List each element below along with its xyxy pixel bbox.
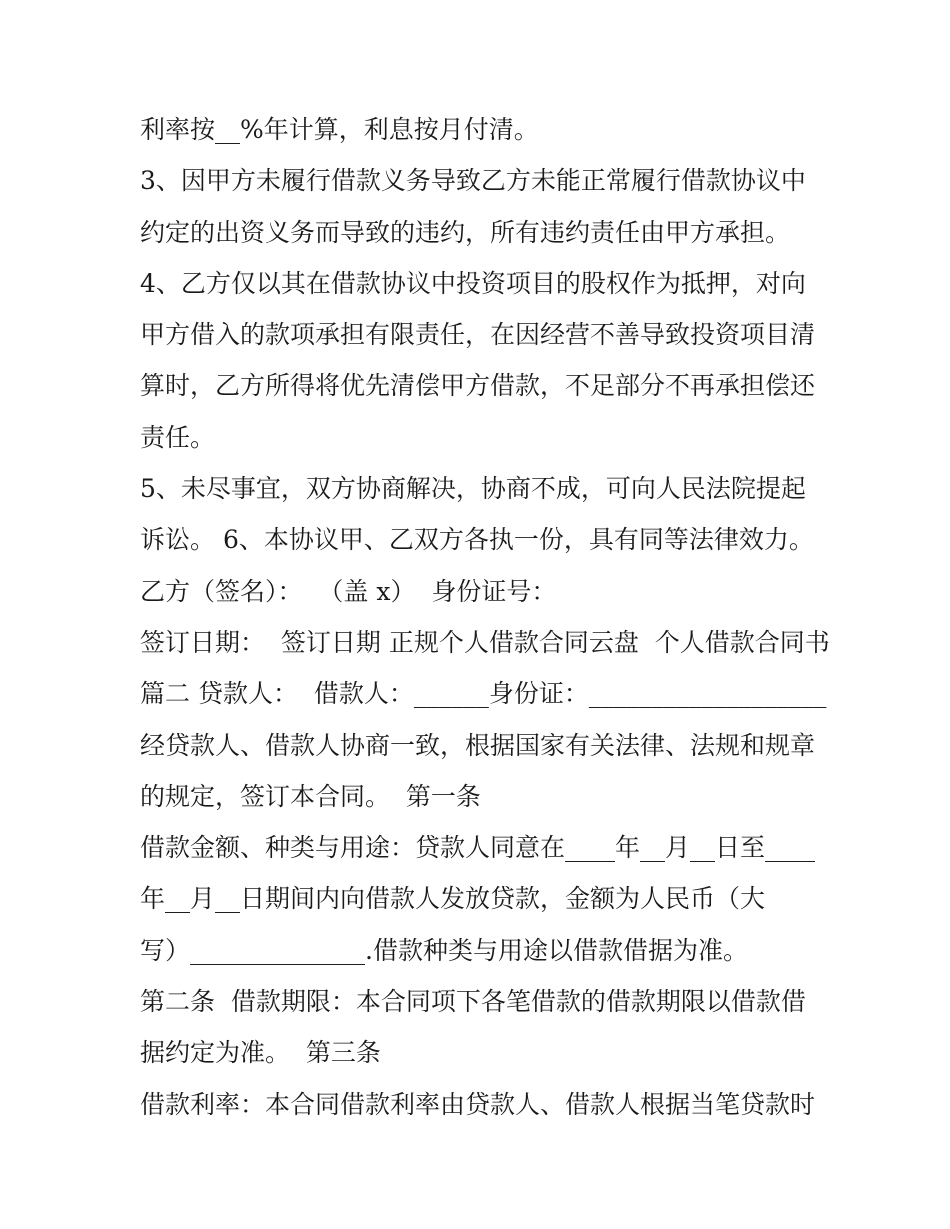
- text-line: 年__月__日期间内向借款人发放贷款，金额为人民币（大: [140, 884, 766, 914]
- text-line: 借款金额、种类与用途：贷款人同意在____年__月__日至____: [140, 833, 816, 863]
- text-line: 诉讼。 6、本协议甲、乙双方各执一份，具有同等法律效力。: [140, 525, 814, 555]
- text-line: 经贷款人、借款人协商一致，根据国家有关法律、法规和规章: [140, 730, 816, 760]
- text-line: 算时，乙方所得将优先清偿甲方借款，不足部分不再承担偿还: [140, 371, 816, 401]
- text-line: 甲方借入的款项承担有限责任，在因经营不善导致投资项目清: [140, 320, 816, 350]
- text-line: 写）______________.借款种类与用途以借款借据为准。: [140, 935, 748, 965]
- text-line: 约定的出资义务而导致的违约，所有违约责任由甲方承担。: [140, 217, 791, 247]
- text-line: 签订日期： 签订日期 正规个人借款合同云盘 个人借款合同书: [140, 627, 830, 657]
- text-line: 乙方（签名）： （盖 x） 身份证号：: [140, 576, 557, 606]
- text-line: 利率按__%年计算，利息按月付清。: [140, 115, 539, 144]
- text-line: 5、未尽事宜，双方协商解决，协商不成，可向人民法院提起: [140, 474, 806, 504]
- document-body: [140, 104, 830, 1130]
- text-line: 据约定为准。 第三条: [140, 1038, 381, 1068]
- text-line: 责任。: [140, 422, 216, 452]
- text-line: 篇二 贷款人： 借款人：______身份证：___________________: [140, 679, 827, 709]
- text-line: 借款利率：本合同借款利率由贷款人、借款人根据当笔贷款时: [140, 1089, 816, 1119]
- text-line: 3、因甲方未履行借款义务导致乙方未能正常履行借款协议中: [140, 166, 806, 196]
- text-line: 4、乙方仅以其在借款协议中投资项目的股权作为抵押，对向: [140, 268, 806, 298]
- text-line: 的规定，签订本合同。 第一条: [140, 781, 481, 811]
- text-line: 第二条 借款期限：本合同项下各笔借款的借款期限以借款借: [140, 987, 806, 1017]
